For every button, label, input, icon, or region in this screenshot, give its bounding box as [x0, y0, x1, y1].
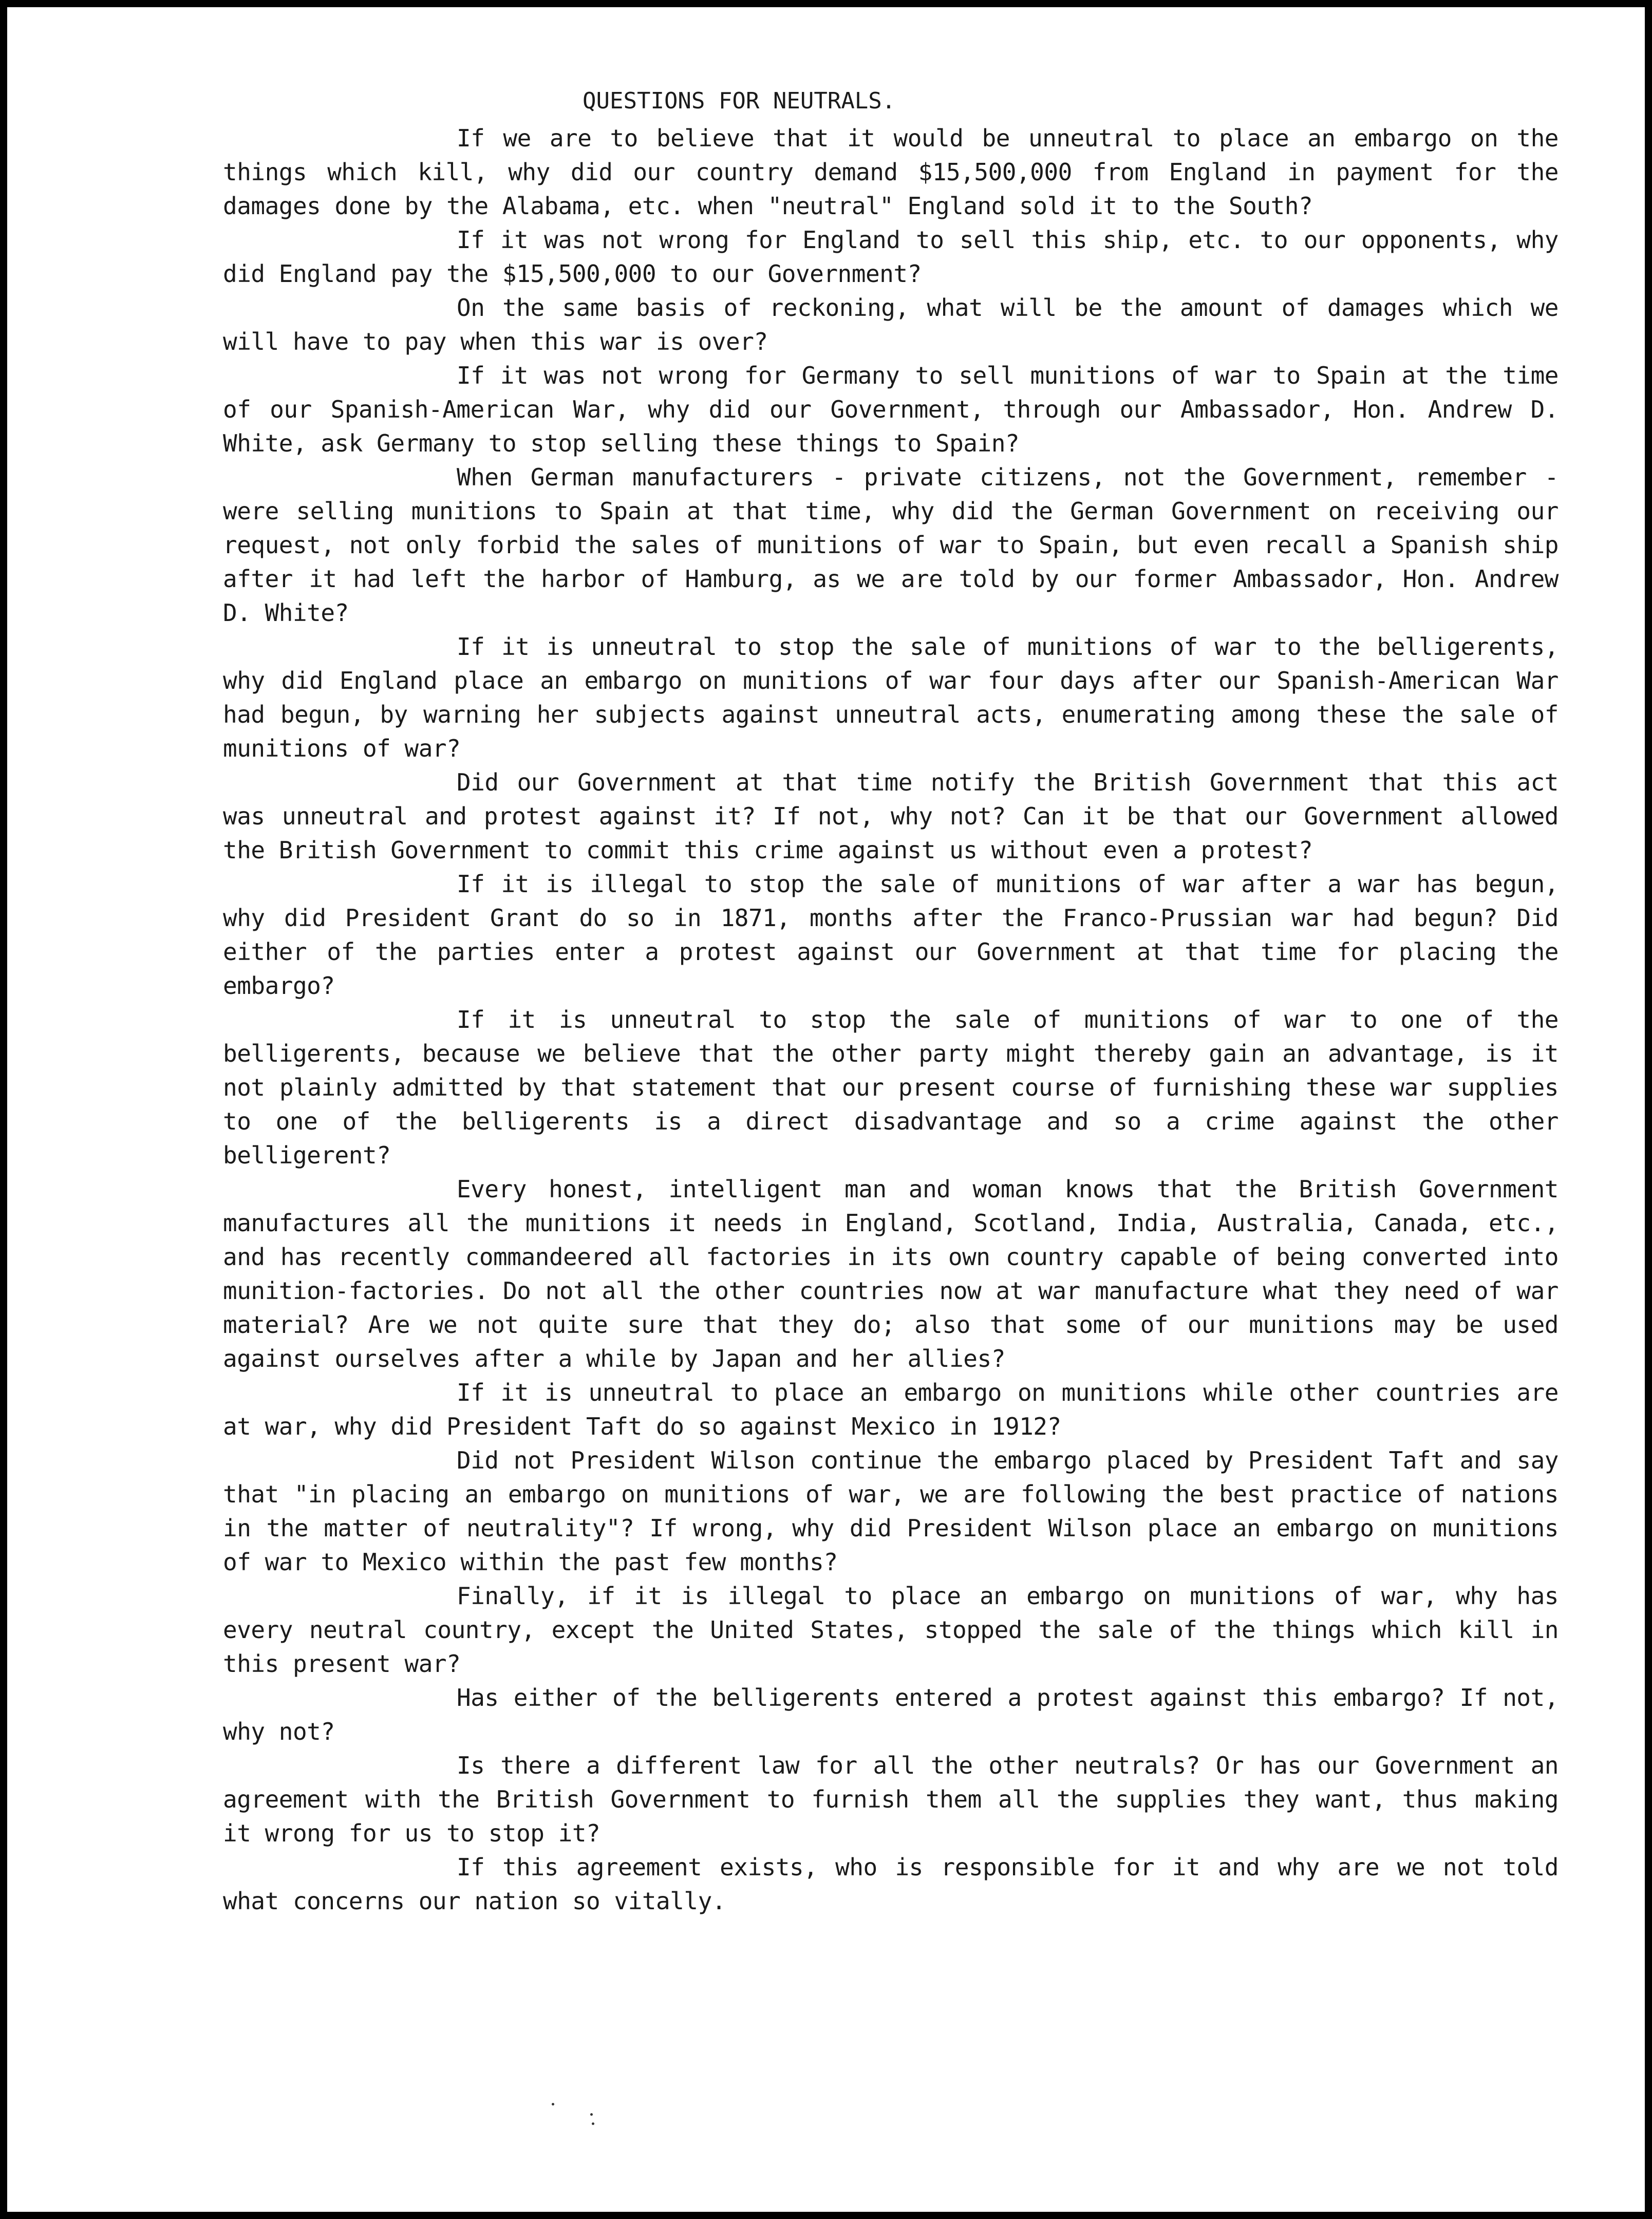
paragraph: If it was not wrong for England to sell this ship, etc. to our opponents, why did England pay the $15,500,000 to our Government? — [223, 226, 1559, 288]
document-body — [223, 84, 1559, 1918]
paragraph: Has either of the belligerents entered a protest against this embargo? If not, why not? — [223, 1684, 1559, 1745]
document-title: QUESTIONS FOR NEUTRALS. — [583, 88, 896, 114]
scan-specks — [541, 2098, 644, 2129]
paragraph: Is there a different law for all the other neutrals? Or has our Government an agreement with the British Government to furnish them all the supplies they want, thus making it wrong for us to stop it? — [223, 1752, 1559, 1847]
paragraph: Finally, if it is illegal to place an embargo on munitions of war, why has every neutral country, except the United States, stopped the sale of the things which kill in this present war? — [223, 1582, 1559, 1678]
paragraph: When German manufacturers - private citizens, not the Government, remember - were selling munitions to Spain at that time, why did the German Government on receiving our request, not only forbid the sales of munitions of war to Spain, but even recall a Spanish ship after it had left the harbor of Hamburg, as we are told by our former Ambassador, Hon. Andrew D. White? — [223, 463, 1559, 627]
paragraph: If it is unneutral to place an embargo on munitions while other countries are at war, why did President Taft do so against Mexico in 1912? — [223, 1379, 1559, 1440]
paragraph: If it is unneutral to stop the sale of munitions of war to the belligerents, why did England place an embargo on munitions of war four days after our Spanish-American War had begun, by warning her subjects against unneutral acts, enumerating among these the sale of munitions of war? — [223, 633, 1559, 762]
paragraph: If it was not wrong for Germany to sell munitions of war to Spain at the time of our Spanish-American War, why did our Government, through our Ambassador, Hon. Andrew D. White, ask Germany to stop selling these things to Spain? — [223, 362, 1559, 457]
paragraph: If it is illegal to stop the sale of munitions of war after a war has begun, why did President Grant do so in 1871, months after the Franco-Prussian war had begun? Did either of the parties enter a protest against our Government at that time for placing the embargo? — [223, 870, 1559, 1000]
paragraph: If this agreement exists, who is responsible for it and why are we not told what concerns our nation so vitally. — [223, 1853, 1559, 1915]
paragraph: If it is unneutral to stop the sale of munitions of war to one of the belligerents, because we believe that the other party might thereby gain an advantage, is it not plainly admitted by that statement that our present course of furnishing these war supplies to one of the belligerents is a direct disadvantage and so a crime against the other belligerent? — [223, 1006, 1559, 1169]
paragraph: On the same basis of reckoning, what will be the amount of damages which we will have to pay when this war is over? — [223, 294, 1559, 355]
paragraph: If we are to believe that it would be unneutral to place an embargo on the things which kill, why did our country demand $15,500,000 from England in payment for the damages done by the Alabama, etc. when "neutral" England sold it to the South? — [223, 124, 1559, 220]
paragraph: Did not President Wilson continue the embargo placed by President Taft and say that "in placing an embargo on munitions of war, we are following the best practice of nations in the matter of neutrality"? If wrong, why did President Wilson place an embargo on munitions of war to Mexico within the past few months? — [223, 1446, 1559, 1576]
paragraph: Every honest, intelligent man and woman knows that the British Government manufactures all the munitions it needs in England, Scotland, India, Australia, Canada, etc., and has recently commandeered all factories in its own country capable of being converted into munition-factories. Do not all the other countries now at war manufacture what they need of war material? Are we not quite sure that they do; also that some of our munitions may be used against ourselves after a while by Japan and her allies? — [223, 1175, 1559, 1372]
paragraph: Did our Government at that time notify the British Government that this act was unneutral and protest against it? If not, why not? Can it be that our Government allowed the British Government to commit this crime against us without even a protest? — [223, 768, 1559, 864]
